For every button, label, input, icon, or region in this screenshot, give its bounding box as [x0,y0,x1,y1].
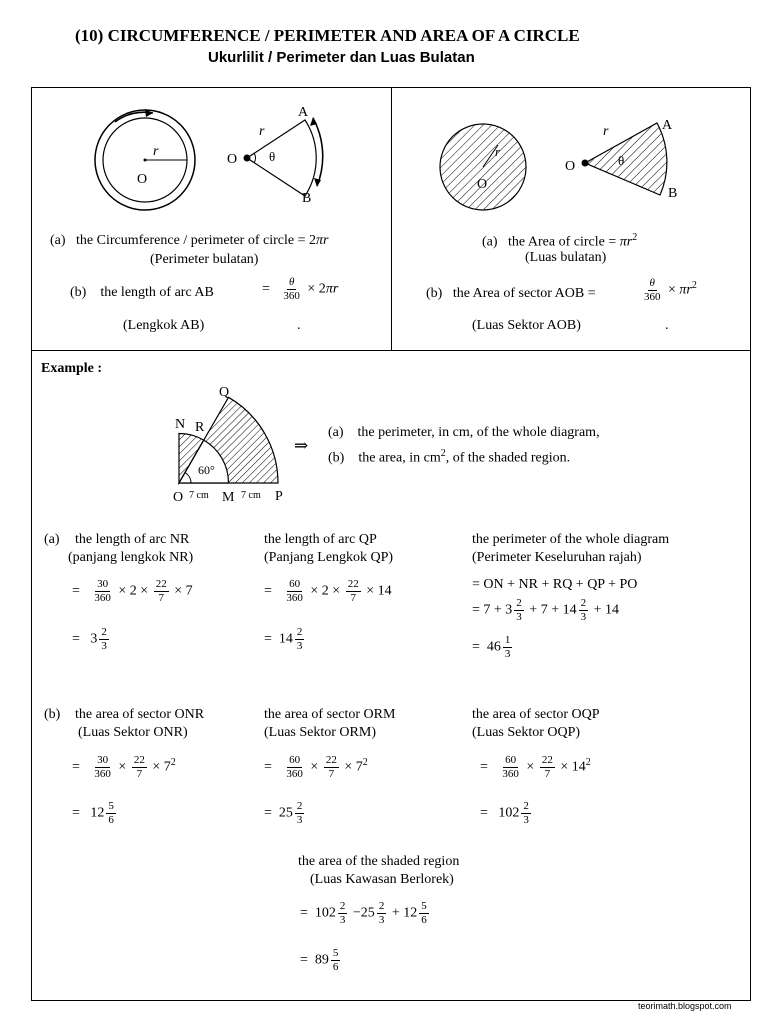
circumference-translation: (Perimeter bulatan) [150,252,259,267]
radius-label: r [495,144,501,159]
shaded-area-working: = 102 $\frac{2}{3}$ −25 $\frac{2}{3}$ + 12 $\frac{5}{6}$ [300,900,427,926]
perimeter-answer: = 46 $\frac{1}{3}$ [472,634,511,660]
length-label-mp: 7 cm [241,490,261,501]
perimeter-line-1: = ON + NR + RQ + QP + PO [472,577,638,592]
area-translation: (Luas bulatan) [525,250,607,265]
radius-label: r [153,144,159,159]
angle-label: 60° [198,463,215,477]
sector-center-dot [244,155,251,162]
arc-nr-translation: (panjang lengkok NR) [68,550,194,565]
area-orm-translation: (Luas Sektor ORM) [264,725,376,740]
point-n-label: N [175,417,186,432]
question-a: (a) the perimeter, in cm, of the whole diagram, [328,425,600,440]
period: . [297,318,301,333]
angle-arc [254,153,256,163]
theta-label: θ [618,153,625,168]
arc-nr-working: = $\frac{30}{360}$ × 2 × $\frac{22}{7}$ × 7 [72,578,193,604]
area-orm-answer: = 25 $\frac{2}{3}$ [264,800,303,826]
section-divider [31,350,751,351]
implies-arrow: ⇒ [294,436,309,455]
arc-qp-answer: = 14 $\frac{2}{3}$ [264,626,303,652]
center-label: O [137,172,148,187]
point-b-label: B [668,186,678,201]
example-heading: Example : [41,361,103,376]
sector-radius-label: r [603,124,609,139]
center-label: O [477,177,488,192]
page-subtitle: Ukurlilit / Perimeter dan Luas Bulatan [208,49,475,66]
arc-nr-answer: = 3 $\frac{2}{3}$ [72,626,107,652]
area-diagram [435,105,695,215]
example-diagram [165,383,295,508]
sector-center-label: O [565,159,576,174]
arc-qp-working: = $\frac{60}{360}$ × 2 × $\frac{22}{7}$ × 14 [264,578,392,604]
area-onr-translation: (Luas Sektor ONR) [78,725,188,740]
perimeter-title: the perimeter of the whole diagram [472,532,670,547]
sector-area-translation: (Luas Sektor AOB) [472,318,581,333]
point-q-label: Q [219,385,230,400]
area-oqp-title: the area of sector OQP [472,707,600,722]
arc-length-expression: = $\frac{\theta}{360}$ × 2πr [262,276,339,302]
sector-center-label: O [227,152,238,167]
arc-qp-title: the length of arc QP [264,532,377,547]
area-orm-title: the area of sector ORM [264,707,396,722]
point-r-label: R [195,420,205,435]
area-formula: (a) the Area of circle = $\pi r^2$ [482,232,638,250]
question-b: (b) the area, in $cm^2$, of the shaded region. [328,448,571,466]
period: . [665,318,669,333]
arc-nr-title: the length of arc NR [75,532,190,547]
area-onr-title: the area of sector ONR [75,707,205,722]
footer-url: teorimath.blogspot.com [638,1001,732,1011]
length-label-om: 7 cm [189,490,209,501]
circumference-formula: (a) the Circumference / perimeter of circle = 2πr [50,233,329,248]
circumference-diagram [85,100,365,215]
center-dot [144,159,147,162]
sector-area-formula: (b) the Area of sector AOB = [426,286,596,301]
sector-center-dot [582,160,589,167]
arc-qp-translation: (Panjang Lengkok QP) [264,550,394,565]
sector-outline [247,120,316,196]
point-p-label: P [275,489,283,504]
area-orm-working: = $\frac{60}{360}$ × $\frac{22}{7}$ × $7^2$ [264,754,368,780]
column-divider [391,87,392,350]
page-title: (10) CIRCUMFERENCE / PERIMETER AND AREA OF A CIRCLE [75,26,580,45]
shaded-area-answer: = 89 $\frac{5}{6}$ [300,947,339,973]
area-onr-working: = $\frac{30}{360}$ × $\frac{22}{7}$ × $7^2$ [72,754,176,780]
area-oqp-working: = $\frac{60}{360}$ × $\frac{22}{7}$ × $14^2$ [480,754,591,780]
arc-length-translation: (Lengkok AB) [123,318,205,333]
shaded-area-title: the area of the shaded region [298,854,460,869]
part-a-label: (a) [44,532,60,547]
point-o-label: O [173,490,184,505]
theta-label: θ [269,149,276,164]
area-oqp-answer: = 102 $\frac{2}{3}$ [480,800,529,826]
point-a-label: A [298,105,309,120]
perimeter-line-2: = 7 + 3 $\frac{2}{3}$ + 7 + 14 $\frac{2}{3}$ + 14 [472,597,619,623]
point-m-label: M [222,490,235,505]
perimeter-translation: (Perimeter Keseluruhan rajah) [472,550,642,565]
area-onr-answer: = 12 $\frac{5}{6}$ [72,800,114,826]
shaded-area-translation: (Luas Kawasan Berlorek) [310,872,454,887]
part-b-label: (b) [44,707,61,722]
sector-radius-label: r [259,124,265,139]
point-a-label: A [662,118,673,133]
arc-length-formula: (b) the length of arc AB [70,285,214,300]
point-b-label: B [302,191,312,206]
sector-area-expression: $\frac{\theta}{360}$ × $\pi r^2$ [644,277,697,303]
area-oqp-translation: (Luas Sektor OQP) [472,725,581,740]
shaded-sector [585,123,667,195]
